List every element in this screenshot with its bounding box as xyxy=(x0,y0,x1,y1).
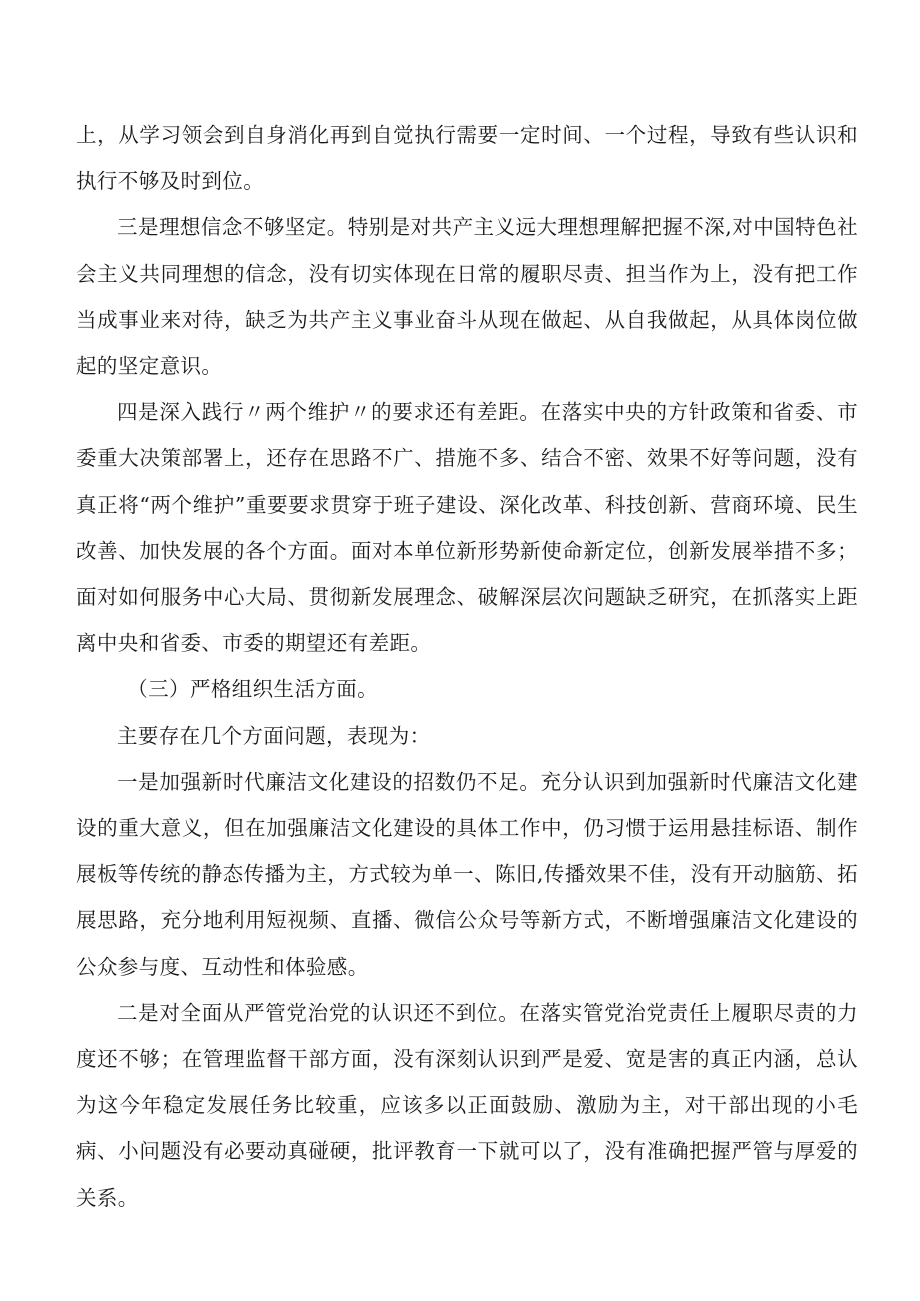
paragraph-two-safeguards: 四是深入践行〃两个维护〃的要求还有差距。在落实中央的方针政策和省委、市委重大决策部署上，还存在思路不广、措施不多、结合不密、效果不好等问题，没有真正将“两个维护”重要要求贯穿于班子建设、深化改革、科技创新、营商环境、民生改善、加快发展的各个方面。面对本单位新形势新使命新定位，创新发展举措不多；面对如何服务中心大局、贯彻新发展理念、破解深层次问题缺乏研究，在抓落实上距离中央和省委、市委的期望还有差距。 xyxy=(76,400,858,656)
paragraph-ideals: 三是理想信念不够坚定。特别是对共产主义远大理想理解把握不深,对中国特色社会主义共同理想的信念，没有切实体现在日常的履职尽责、担当作为上，没有把工作当成事业来对待，缺乏为共产主义事业奋斗从现在做起、从自我做起，从具体岗位做起的坚定意识。 xyxy=(76,215,858,379)
paragraph-integrity-culture: 一是加强新时代廉洁文化建设的招数仍不足。充分认识到加强新时代廉洁文化建设的重大意义，但在加强廉洁文化建设的具体工作中，仍习惯于运用悬挂标语、制作展板等传统的静态传播为主，方式较为单一、陈旧,传播效果不佳，没有开动脑筋、拓展思路，充分地利用短视频、直播、微信公众号等新方式，不断增强廉洁文化建设的公众参与度、互动性和体验感。 xyxy=(76,769,858,979)
section-heading-organization-life: （三）严格组织生活方面。 xyxy=(127,677,379,702)
document-body xyxy=(76,112,858,1221)
paragraph-continuation: 上，从学习领会到自身消化再到自觉执行需要一定时间、一个过程，导致有些认识和执行不够及时到位。 xyxy=(76,123,858,194)
paragraph-intro: 主要存在几个方面问题，表现为： xyxy=(117,723,431,748)
paragraph-strict-governance: 二是对全面从严管党治党的认识还不到位。在落实管党治党责任上履职尽责的力度还不够；在管理监督干部方面，没有深刻认识到严是爱、宽是害的真正内涵，总认为这今年稳定发展任务比较重，应该多以正面鼓励、激励为主，对干部出现的小毛病、小问题没有必要动真碰硬，批评教育一下就可以了，没有准确把握严管与厚爱的关系。 xyxy=(76,1000,858,1210)
